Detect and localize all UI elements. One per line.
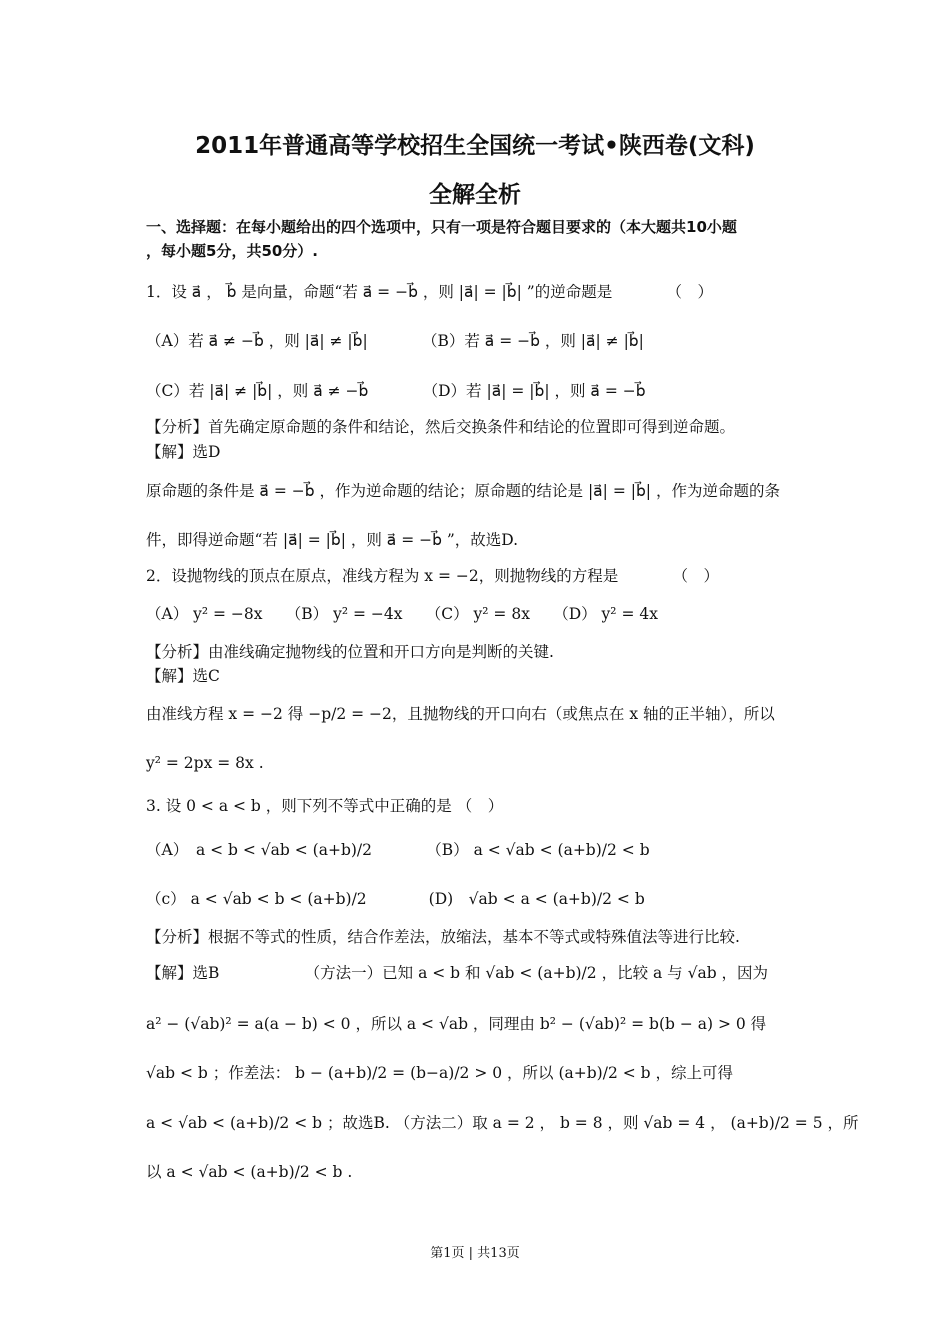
section-header-line-1: 一、选择题：在每小题给出的四个选项中，只有一项是符合题目要求的（本大题共10小题 — [146, 218, 737, 236]
q3-analysis: 【分析】根据不等式的性质，结合作差法，放缩法，基本不等式或特殊值法等进行比较. — [146, 928, 740, 946]
q1-options-cd: （C）若 |a⃗| ≠ |b⃗| ，则 a⃗ ≠ −b⃗ （D）若 |a⃗| = |b⃗| ，则 a⃗ = −b⃗ — [146, 382, 646, 400]
q2-analysis: 【分析】由准线确定抛物线的位置和开口方向是判断的关键. — [146, 643, 554, 661]
q1-analysis: 【分析】首先确定原命题的条件和结论，然后交换条件和结论的位置即可得到逆命题。 — [146, 418, 736, 436]
q2-options: （A） y² = −8x （B） y² = −4x （C） y² = 8x （D） y² = 4x — [146, 605, 658, 623]
q1-solution-line-2: 件，即得逆命题“若 |a⃗| = |b⃗| ，则 a⃗ = −b⃗ ”，故选D. — [146, 531, 519, 549]
q1-solution-line-1: 原命题的条件是 a⃗ = −b⃗ ，作为逆命题的结论；原命题的结论是 |a⃗| = |b⃗| ，作为逆命题的条 — [146, 482, 780, 500]
document-subtitle: 全解全析 — [429, 182, 521, 208]
q2-stem: 2．设抛物线的顶点在原点，准线方程为 x = −2，则抛物线的方程是 （ ） — [146, 567, 719, 585]
q3-options-ab: （A） a < b < √ab < (a+b)/2 （B） a < √ab < (a+b)/2 < b — [146, 841, 650, 859]
q1-stem: 1．设 a⃗ ， b⃗ 是向量，命题“若 a⃗ = −b⃗ ，则 |a⃗| = |b⃗| ”的逆命题是 （ ） — [146, 283, 713, 301]
q3-solution-line-4: 以 a < √ab < (a+b)/2 < b . — [146, 1163, 353, 1181]
document-title: 2011年普通高等学校招生全国统一考试•陕西卷(文科) — [195, 133, 755, 159]
q3-stem: 3. 设 0 < a < b ，则下列不等式中正确的是 （ ） — [146, 797, 504, 815]
q3-options-cd: （c） a < √ab < b < (a+b)/2 (D) √ab < a < (a+b)/2 < b — [146, 890, 645, 908]
q2-solution-line-2: y² = 2px = 8x . — [146, 754, 264, 772]
page-footer: 第1页 | 共13页 — [430, 1246, 520, 1261]
q3-solution-line-2: √ab < b ；作差法： b − (a+b)/2 = (b−a)/2 > 0 ，所以 (a+b)/2 < b ，综上可得 — [146, 1064, 733, 1082]
q3-solution-line-3: a < √ab < (a+b)/2 < b ；故选B. （方法二）取 a = 2 ， b = 8 ，则 √ab = 4 ， (a+b)/2 = 5 ，所 — [146, 1114, 859, 1132]
section-header-line-2: ，每小题5分，共50分）. — [146, 242, 319, 260]
q3-solution-line-1: a² − (√ab)² = a(a − b) < 0 ，所以 a < √ab ，同理由 b² − (√ab)² = b(b − a) > 0 得 — [146, 1015, 767, 1033]
q3-answer-line: 【解】选B （方法一）已知 a < b 和 √ab < (a+b)/2 ，比较 a 与 √ab ，因为 — [146, 964, 769, 982]
q2-answer: 【解】选C — [146, 667, 220, 685]
q1-answer: 【解】选D — [146, 443, 221, 461]
q1-options-ab: （A）若 a⃗ ≠ −b⃗ ，则 |a⃗| ≠ |b⃗| （B）若 a⃗ = −b⃗ ，则 |a⃗| ≠ |b⃗| — [146, 332, 644, 350]
q2-solution-line-1: 由准线方程 x = −2 得 −p/2 = −2，且抛物线的开口向右（或焦点在 x 轴的正半轴），所以 — [146, 705, 775, 723]
